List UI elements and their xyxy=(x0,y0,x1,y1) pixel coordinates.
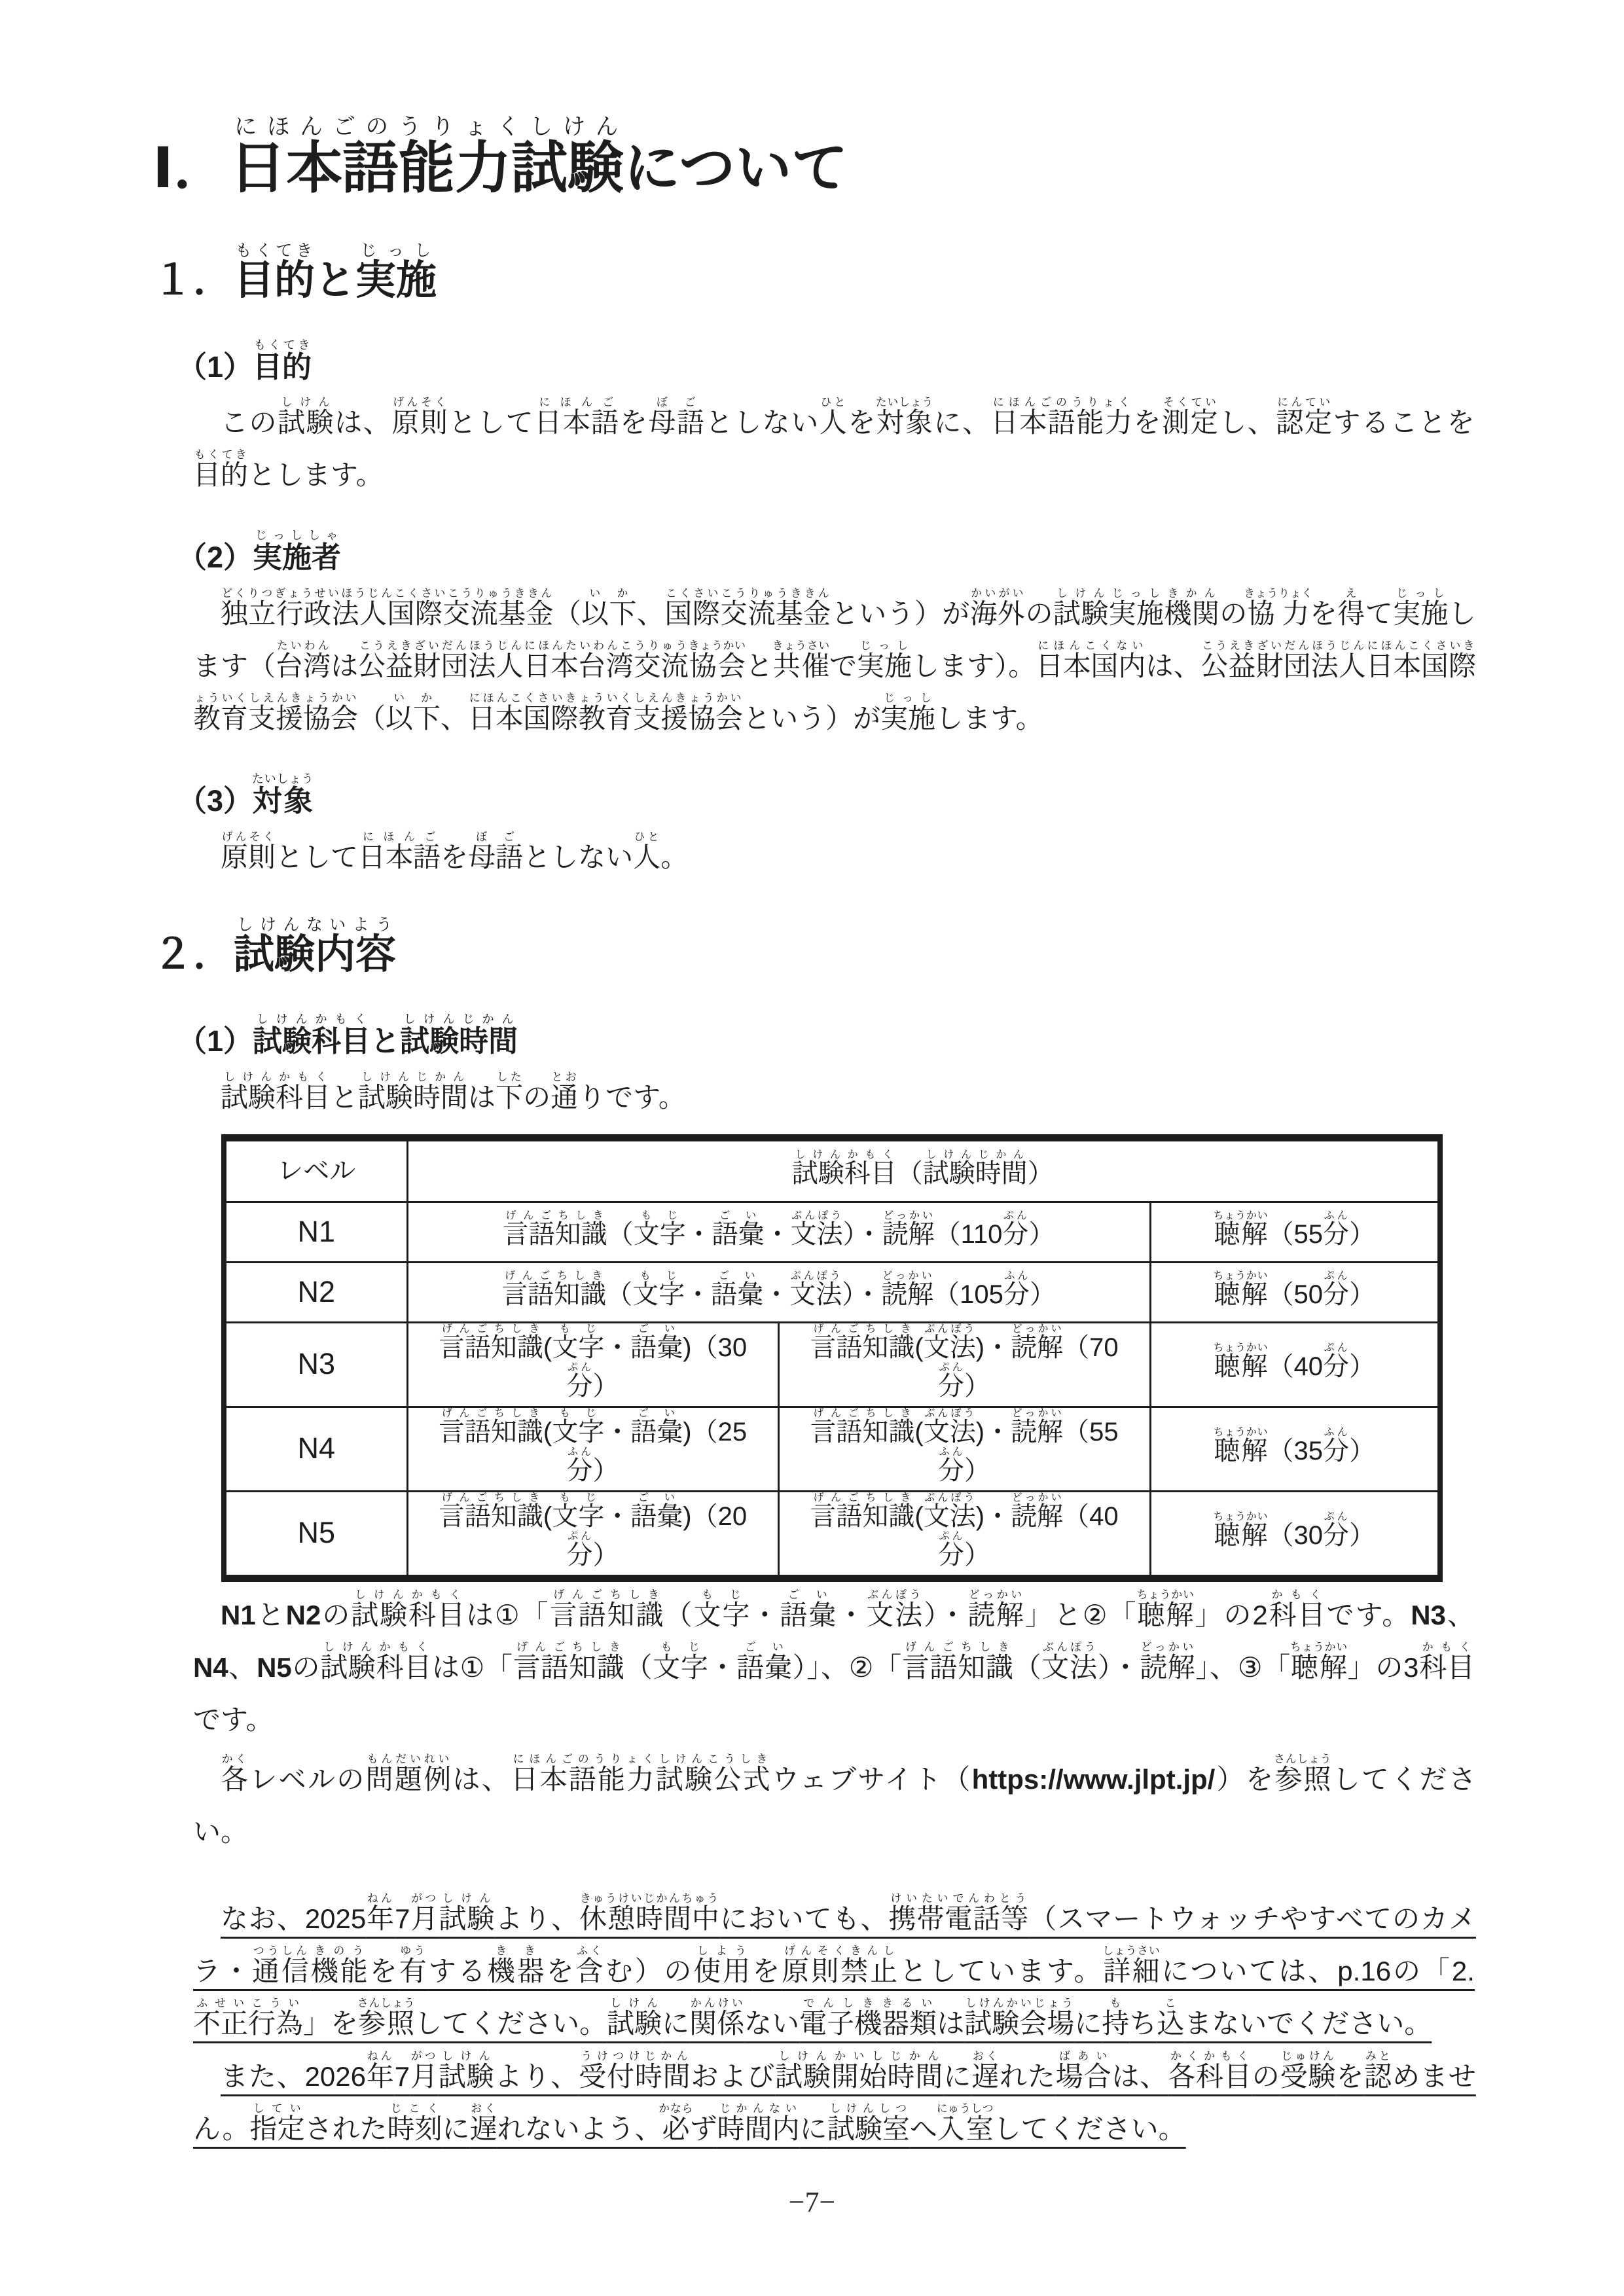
table-intro-paragraph: 試験科目しけんかもくと試験時間しけんじかんは下したの通とおりです。 xyxy=(221,1070,686,1113)
listening-cell: 聴解ちょうかい（50分ぷん） xyxy=(1150,1262,1440,1322)
level-cell: N2 xyxy=(224,1262,407,1322)
section1-sub3-heading: （3）対象たいしょう xyxy=(177,772,314,818)
table-row-n5 xyxy=(224,1491,1440,1578)
table-row-n3 xyxy=(224,1322,1440,1407)
level-column-header: レベル xyxy=(224,1138,407,1202)
table-header-row xyxy=(224,1138,1440,1202)
website-reference-paragraph: 各かくレベルの問題例もんだいれいは、日本語能力試験公式にほんごのうりょくしけんこうしきウェブサイト（https://www.jlpt.jp/）を参照さんしょうしてください。 xyxy=(193,1752,1476,1847)
listening-cell: 聴解ちょうかい（35分ふん） xyxy=(1150,1407,1440,1491)
table-row-n1 xyxy=(224,1202,1440,1262)
section1-sub2-heading: （2）実施者じっししゃ xyxy=(177,529,342,575)
exam-subjects-table xyxy=(221,1134,1443,1582)
level-cell: N1 xyxy=(224,1202,407,1262)
section1-sub1-heading: （1）目的もくてき xyxy=(177,338,312,384)
notice-paragraph-lateness: また、2026年ねん7月がつ試験しけんより、受付時間うけつけじかんおよび試験開始時間しけんかいしじかんに遅おくれた場合ばあいは、各科目かくかもくの受験じゅけんを認みとめません。指定していされた時刻じこくに遅おくれないよう、必かならず時間内じかんないに試験室しけんしつへ入室にゅうしつしてください。 xyxy=(193,2049,1476,2144)
purpose-paragraph: この試験しけんは、原則げんそくとして日本語にほんごを母語ぼごとしない人ひとを対象たいしょうに、日本語能力にほんごのうりょくを測定そくていし、認定にんていすることを目的もくてきとします。 xyxy=(193,396,1475,491)
subject-cell: 言語知識げんごちしき(文字もじ・語彙ごい)（25分ふん） xyxy=(407,1407,778,1491)
subject-cell: 言語知識げんごちしき(文字もじ・語彙ごい)（30分ぷん） xyxy=(407,1322,778,1407)
section1-heading: １．目的もくてきと実施じっし xyxy=(153,242,437,303)
subject-cell: 言語知識げんごちしき(文字もじ・語彙ごい)（20分ぷん） xyxy=(407,1491,778,1578)
section2-heading: ２．試験内容しけんないよう xyxy=(153,916,397,977)
subject-cell: 言語知識げんごちしき（文字もじ・語彙ごい・文法ぶんぽう）・読解どっかい（110分ぷん） xyxy=(407,1202,1150,1262)
table-row-n2 xyxy=(224,1262,1440,1322)
subject-cell: 言語知識げんごちしき（文字もじ・語彙ごい・文法ぶんぽう）・読解どっかい（105分ふん） xyxy=(407,1262,1150,1322)
subjects-column-header: 試験科目しけんかもく（試験時間しけんじかん） xyxy=(407,1138,1440,1202)
main-title: Ⅰ．日本語能力試験にほんごのうりょくしけんについて xyxy=(153,115,848,200)
section2-sub1-heading: （1）試験科目しけんかもくと試験時間しけんじかん xyxy=(177,1012,518,1058)
table-row-n4 xyxy=(224,1407,1440,1491)
subjects-summary-paragraph: N1とN2の試験科目しけんかもくは①「言語知識げんごちしき（文字もじ・語彙ごい・文法ぶんぽう）・読解どっかい」と②「聴解ちょうかい」の2科目かもくです。N3、N4、N5の試験科目しけんかもくは①「言語知識げんごちしき（文字もじ・語彙ごい）」、②「言語知識げんごちしき（文法ぶんぽう）・読解どっかい」、③「聴解ちょうかい」の3科目かもくです。 xyxy=(193,1588,1475,1735)
listening-cell: 聴解ちょうかい（55分ふん） xyxy=(1150,1202,1440,1262)
subject-cell: 言語知識げんごちしき(文法ぶんぽう)・読解どっかい（40分ぷん） xyxy=(778,1491,1150,1578)
target-paragraph: 原則げんそくとして日本語にほんごを母語ぼごとしない人ひと。 xyxy=(221,830,689,872)
level-cell: N4 xyxy=(224,1407,407,1491)
listening-cell: 聴解ちょうかい（30分ぷん） xyxy=(1150,1491,1440,1578)
page-number: −7− xyxy=(788,2186,836,2218)
notice-block xyxy=(153,1892,1476,2155)
implementer-paragraph: 独立行政法人国際交流基金どくりつぎょうせいほうじんこくさいこうりゅうききん（以下いか、国際交流基金こくさいこうりゅうききんという）が海外かいがいの試験実施機関しけんじっしきかんの協力きょうりょくを得えて実施じっしします（台湾たいわんは公益財団法人こうえきざいだんほうじん日本台湾交流にほんたいわんこうりゅう協会きょうかいと共催きょうさいで実施じっしします）。日本国内にほんこくないは、公益財団法人こうえきざいだんほうじん日本国際教育支援協会にほんこくさいきょういくしえんきょうかい（以下いか、日本国際教育支援協会にほんこくさいきょういくしえんきょうかいという）が実施じっしします。 xyxy=(193,587,1476,734)
level-cell: N3 xyxy=(224,1322,407,1407)
subject-cell: 言語知識げんごちしき(文法ぶんぽう)・読解どっかい（70分ぷん） xyxy=(778,1322,1150,1407)
level-cell: N5 xyxy=(224,1491,407,1578)
listening-cell: 聴解ちょうかい（40分ぷん） xyxy=(1150,1322,1440,1407)
subject-cell: 言語知識げんごちしき(文法ぶんぽう)・読解どっかい（55分ふん） xyxy=(778,1407,1150,1491)
notice-paragraph-phones: なお、2025年ねん7月がつ試験しけんより、休憩時間中きゅうけいじかんちゅうにおいても、携帯電話等けいたいでんわとう（スマートウォッチやすべてのカメラ・通信つうしん機能きのうを有ゆうする機器ききを含ふくむ）の使用しようを原則禁止げんそくきんしとしています。詳細しょうさいについては、p.16の「2.不正行為ふせいこうい」を参照さんしょうしてください。試験しけんに関係かんけいない電子機器類でんしききるいは試験会場しけんかいじょうに持もち込こまないでください。 xyxy=(193,1892,1476,2039)
